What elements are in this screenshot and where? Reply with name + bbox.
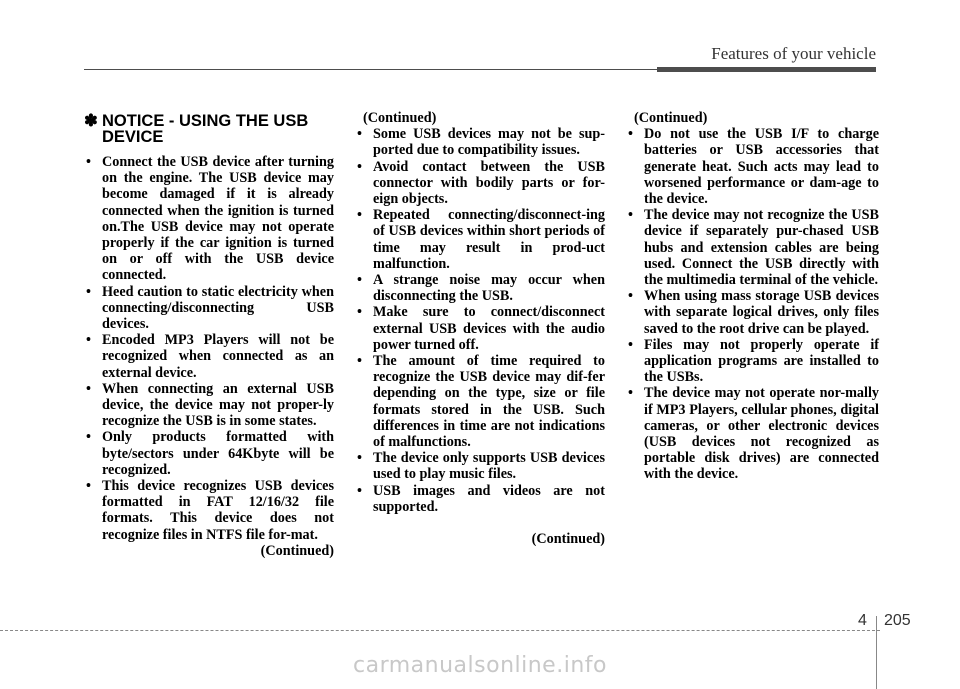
bullet-icon: • (86, 332, 91, 349)
page-number: 205 (884, 612, 911, 629)
bullet-list-2 (355, 126, 605, 515)
bullet-icon: • (628, 207, 633, 224)
bullet-list-1 (84, 154, 334, 543)
continued-label: (Continued) (260, 542, 334, 559)
bullet-icon: • (86, 283, 91, 300)
list-item: • USB images and videos are not supported. (357, 482, 605, 515)
continued-label: (Continued) (363, 110, 437, 126)
bullet-icon: • (628, 288, 633, 305)
footer-rule (0, 630, 880, 631)
bullet-icon: • (86, 154, 91, 170)
bullet-icon: • (357, 482, 362, 499)
bullet-icon: • (357, 353, 362, 370)
bullet-icon: • (357, 158, 362, 175)
watermark-link[interactable]: carmanualsonline.info (353, 653, 607, 678)
list-item: • Avoid contact between the USB connector with bodily parts or for-eign objects. (357, 158, 605, 208)
bullet-list-3 (626, 126, 879, 482)
bullet-icon: • (357, 272, 362, 289)
list-item: • Do not use the USB I/F to charge batteries or USB accessories that generate heat. Such acts may lead to worsened performance or dam-age to the device. (628, 126, 879, 208)
continued-label: (Continued) (634, 110, 708, 126)
bullet-icon: • (357, 126, 362, 143)
list-item: • Repeated connecting/disconnect-ing of USB devices within short periods of time may result in prod-uct malfunction. (357, 207, 605, 272)
bullet-icon: • (628, 385, 633, 402)
list-item: • The device may not recognize the USB device if separately pur-chased USB hubs and extension cables are being used. Connect the USB directly with the multimedia terminal of the vehicle. (628, 207, 879, 289)
list-item: • This device recognizes USB devices formatted in FAT 12/16/32 file formats. This device does not recognize files in NTFS file for-mat. (86, 478, 334, 543)
list-item: • A strange noise may occur when disconnecting the USB. (357, 272, 605, 305)
notice-title-text: NOTICE - USING THE USB DEVICE (102, 112, 309, 146)
list-item: • Make sure to connect/disconnect external USB devices with the audio power turned off. (357, 304, 605, 353)
text-column-2 (355, 110, 605, 547)
notice-heading (84, 113, 334, 145)
notice-star-icon: ✽ (84, 112, 98, 130)
continued-label: (Continued) (531, 531, 605, 548)
list-item: • Only products formatted with byte/sectors under 64Kbyte will be recognized. (86, 429, 334, 478)
bullet-icon: • (86, 478, 91, 495)
bullet-icon: • (357, 304, 362, 321)
list-item: • Connect the USB device after turning on the engine. The USB device may become damaged if it is already connected when the ignition is turned on.The USB device may not operate properly if the car ignition is turned on or off with the USB device connected. (86, 154, 334, 284)
text-column-1 (84, 113, 334, 559)
section-title: Features of your vehicle (711, 44, 876, 63)
list-item: • Files may not properly operate if application programs are installed to the USBs. (628, 336, 879, 386)
list-item: • Heed caution to static electricity when connecting/disconnecting USB devices. (86, 283, 334, 333)
chapter-number: 4 (858, 612, 867, 629)
list-item: • When using mass storage USB devices with separate logical drives, only files saved to the root drive can be played. (628, 288, 879, 337)
list-item: • The device may not operate nor-mally if MP3 Players, cellular phones, digital cameras, or other electronic devices (USB devices not recognized as portable disk drives) are connected with the device. (628, 385, 879, 483)
bullet-icon: • (357, 207, 362, 224)
bullet-icon: • (628, 126, 633, 143)
list-item: • When connecting an external USB device, the device may not proper-ly recognize the USB is in some states. (86, 380, 334, 430)
header-rule-thick (657, 67, 876, 72)
text-column-3 (626, 110, 879, 483)
list-item: • The amount of time required to recognize the USB device may dif-fer depending on the type, size or file formats stored in the USB. Such differences in time are not indications of malfunctions. (357, 353, 605, 451)
header-rule (84, 67, 876, 73)
list-item: • Encoded MP3 Players will not be recognized when connected as an external device. (86, 332, 334, 381)
list-item: • Some USB devices may not be sup-ported due to compatibility issues. (357, 126, 605, 159)
bullet-icon: • (628, 336, 633, 353)
list-item: • The device only supports USB devices used to play music files. (357, 450, 605, 483)
bullet-icon: • (86, 429, 91, 446)
bullet-icon: • (86, 380, 91, 397)
bullet-icon: • (357, 450, 362, 467)
